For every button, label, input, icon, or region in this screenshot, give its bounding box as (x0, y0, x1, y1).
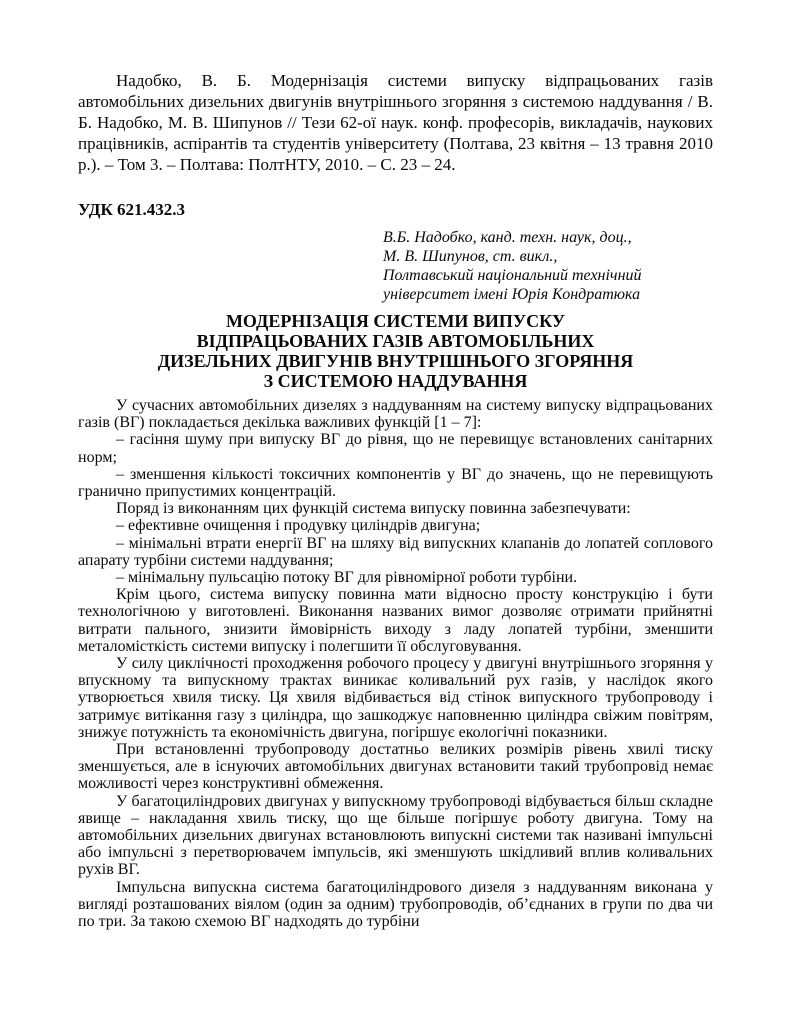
body-list-item: – зменшення кількості токсичних компонентів у ВГ до значень, що не перевищують гранично припустимих концентрацій. (78, 465, 713, 501)
body-paragraph: У силу циклічності проходження робочого процесу у двигуні внутрішнього згоряння у впускному та випускному трактах виникає коливальний рух газів, у наслідок якого утворюється хвиля тиску. Ця хвиля відбивається від стінок випускного трубопроводу і затримує витікання газу з циліндра, що зашкоджує наповненню циліндра свіжим повітрям, знижує потужність та економічність двигуна, погіршує екологічні показники. (78, 655, 713, 741)
bibliographic-citation: Надобко, В. Б. Модернізація системи випуску відпрацьованих газів автомобільних дизельних двигунів внутрішнього згоряння з системою наддування / В. Б. Надобко, М. В. Шипунов // Тези 62-ої наук. конф. професорів, викладачів, наукових працівників, аспірантів та студентів університету (Полтава, 23 квітня – 13 травня 2010 р.). – Том 3. – Полтава: ПолтНТУ, 2010. – С. 23 – 24. (78, 71, 713, 174)
body-list-item: – мінімальну пульсацію потоку ВГ для рівномірної роботи турбіни. (116, 569, 578, 587)
body-paragraph: Поряд із виконанням цих функцій система випуску повинна забезпечувати: (116, 500, 631, 518)
title-line: ВІДПРАЦЬОВАНИХ ГАЗІВ АВТОМОБІЛЬНИХ (196, 331, 595, 351)
paper-title (78, 311, 713, 391)
udc-label: УДК 621.432.3 (78, 200, 186, 219)
author-line: М. В. Шипунов, ст. викл., (383, 248, 558, 265)
title-line: МОДЕРНІЗАЦІЯ СИСТЕМИ ВИПУСКУ (225, 311, 566, 331)
body-list-item: – ефективне очищення і продувку циліндрів двигуна; (116, 517, 481, 535)
body-paragraph: Імпульсна випускна система багатоциліндрового дизеля з наддуванням виконана у вигляді розташованих віялом (один за одним) трубопроводів, об’єднаних в групи по два чи по три. За такою схемою ВГ надходять до турбіни (78, 878, 713, 931)
author-line: В.Б. Надобко, канд. техн. наук, доц., (383, 229, 632, 246)
body-list-item: – гасіння шуму при випуску ВГ до рівня, що не перевищує встановлених санітарних норм; (78, 431, 713, 466)
body-paragraph: У сучасних автомобільних дизелях з наддуванням на систему випуску відпрацьованих газів (ВГ) покладається декілька важливих функцій [1 – 7]: (78, 397, 713, 432)
title-line: ДИЗЕЛЬНИХ ДВИГУНІВ ВНУТРІШНЬОГО ЗГОРЯННЯ (157, 351, 634, 371)
body-paragraph: У багатоциліндрових двигунах у випускному трубопроводі відбувається більш складне явище – накладання хвиль тиску, що ще більше погіршує роботу двигуна. Тому на автомобільних дизельних двигунах встановлюють випускні системи так називані імпульсні або імпульсні з перетворювачем імпульсів, які зменшують шкідливий вплив коливальних рухів ВГ. (78, 792, 713, 879)
title-line: З СИСТЕМОЮ НАДДУВАННЯ (263, 371, 528, 391)
author-block (383, 228, 713, 304)
affiliation-line: університет імені Юрія Кондратюка (383, 286, 641, 303)
body-list-item: – мінімальні втрати енергії ВГ на шляху від випускних клапанів до лопатей соплового апарату турбіни системи наддування; (78, 534, 713, 569)
article-body (78, 397, 713, 930)
body-paragraph: Крім цього, система випуску повинна мати відносно просту конструкцію і бути технологічною у виготовлені. Виконання названих вимог дозволяє отримати прийнятні витрати пального, знизити ймовірність виходу з ладу лопатей турбіни, зменшити металомісткість системи випуску і полегшити її обслуговування. (78, 586, 713, 655)
affiliation-line: Полтавський національний технічний (383, 267, 642, 284)
body-paragraph: При встановленні трубопроводу достатньо великих розмірів рівень хвилі тиску зменшується, але в існуючих автомобільних двигунах встановити такий трубопровід немає можливості через конструктивні обмеження. (78, 741, 713, 793)
